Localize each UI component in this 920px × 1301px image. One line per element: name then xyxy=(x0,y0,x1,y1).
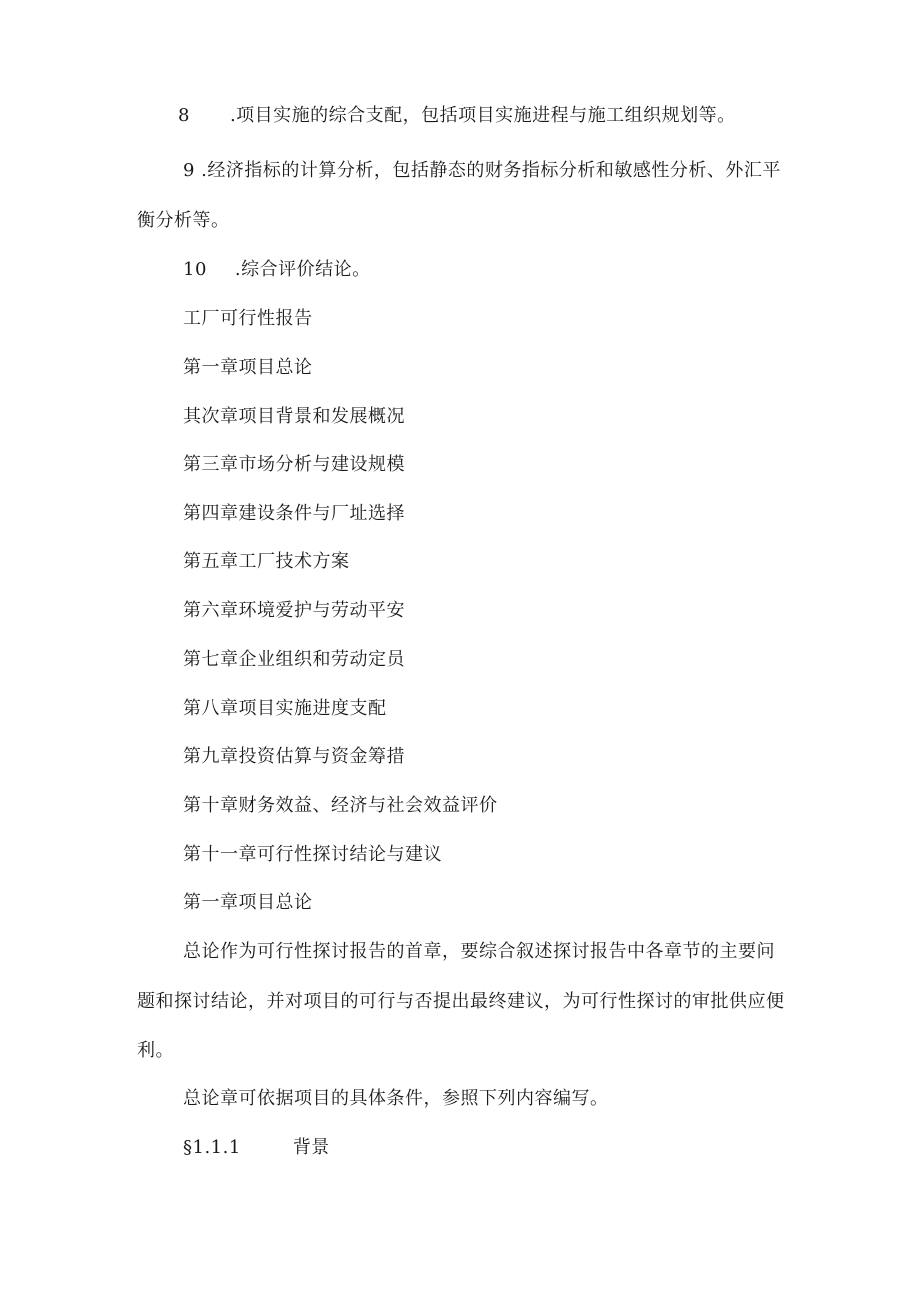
list-item-text: .项目实施的综合支配，包括项目实施进程与施工组织规划等。 xyxy=(229,105,736,126)
toc-chapter-11: 第十一章可行性探讨结论与建议 xyxy=(183,844,442,865)
section-number: §1.1.1 xyxy=(183,1137,241,1158)
toc-chapter-3: 第三章市场分析与建设规模 xyxy=(183,454,405,475)
toc-chapter-2: 其次章项目背景和发展概况 xyxy=(183,406,405,427)
intro-paragraph-line3: 利。 xyxy=(137,1040,174,1061)
toc-chapter-1: 第一章项目总论 xyxy=(183,357,313,378)
toc-chapter-9: 第九章投资估算与资金筹措 xyxy=(183,746,405,767)
list-item-9-line2: 衡分析等。 xyxy=(137,210,230,231)
intro-paragraph-line1: 总论作为可行性探讨报告的首章，要综合叙述探讨报告中各章节的主要问 xyxy=(183,941,775,962)
list-item-number: 8 xyxy=(178,105,190,126)
intro-paragraph-2: 总论章可依据项目的具体条件，参照下列内容编写。 xyxy=(183,1088,609,1109)
section-title: 背景 xyxy=(292,1137,330,1158)
list-item-9-line1: 9 .经济指标的计算分析，包括静态的财务指标分析和敏感性分析、外汇平 xyxy=(183,160,781,181)
list-item-8 xyxy=(178,104,736,128)
list-item-10 xyxy=(183,258,371,282)
toc-chapter-5: 第五章工厂技术方案 xyxy=(183,551,350,572)
list-item-number: 10 xyxy=(183,259,207,280)
toc-chapter-10: 第十章财务效益、经济与社会效益评价 xyxy=(183,795,498,816)
toc-chapter-8: 第八章项目实施进度支配 xyxy=(183,698,387,719)
intro-paragraph-line2: 题和探讨结论，并对项目的可行与否提出最终建议，为可行性探讨的审批供应便 xyxy=(137,991,785,1012)
toc-chapter-4: 第四章建设条件与厂址选择 xyxy=(183,503,405,524)
toc-chapter-6: 第六章环境爱护与劳动平安 xyxy=(183,600,405,621)
toc-chapter-7: 第七章企业组织和劳动定员 xyxy=(183,649,405,670)
list-item-text: .综合评价结论。 xyxy=(234,259,371,280)
report-title: 工厂可行性报告 xyxy=(183,308,313,329)
section-heading xyxy=(183,1136,330,1160)
chapter-1-heading: 第一章项目总论 xyxy=(183,892,313,913)
